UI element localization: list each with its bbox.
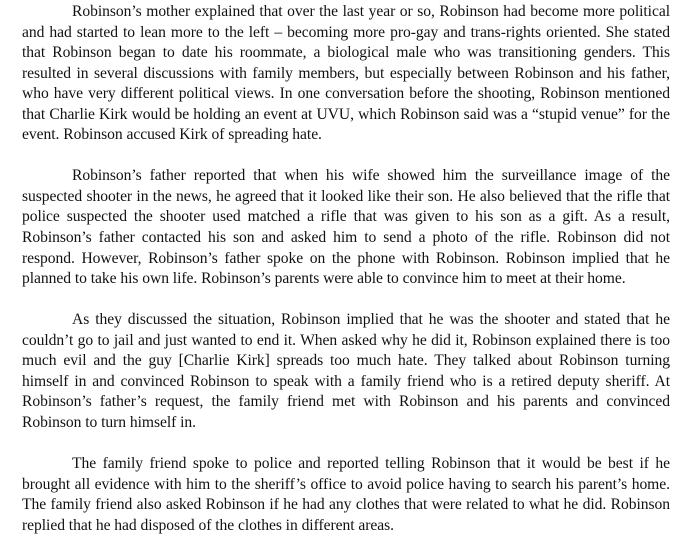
paragraph-discussion: As they discussed the situation, Robinson implied that he was the shooter and stated that he couldn’t go to jail and just wanted to end it. When asked why he did it, Robinson explained there is too much evil and the guy [Charlie Kirk] spreads too much hate. They talked about Robinson turning himself in and convinced Robinson to speak with a family friend who is a retired deputy sheriff. At Robinson’s father’s request, the family friend met with Robinson and his parents and convinced Robinson to turn himself in.: [22, 311, 670, 431]
paragraph-mother-statement: Robinson’s mother explained that over the last year or so, Robinson had become more political and had started to lean more to the left – becoming more pro-gay and trans-rights oriented. She stated that Robinson began to date his roommate, a biological male who was transitioning genders. This resulted in several discussions with family members, but especially between Robinson and his father, who have very different political views. In one conversation before the shooting, Robinson mentioned that Charlie Kirk would be holding an event at UVU, which Robinson said was a “stupid venue” for the event. Robinson accused Kirk of spreading hate.: [22, 3, 670, 144]
paragraph-family-friend: The family friend spoke to police and reported telling Robinson that it would be best if he brought all evidence with him to the sheriff’s office to avoid police having to search his parent’s home. The family friend also asked Robinson if he had any clothes that were related to what he did. Robinson replied that he had disposed of the clothes in different areas.: [22, 455, 670, 534]
paragraph-father-statement: Robinson’s father reported that when his wife showed him the surveillance image of the suspected shooter in the news, he agreed that it looked like their son. He also believed that the rifle that police suspected the shooter used matched a rifle that was given to his son as a gift. As a result, Robinson’s father contacted his son and asked him to send a photo of the rifle. Robinson did not respond. However, Robinson’s father spoke on the phone with Robinson. Robinson implied that he planned to take his own life. Robinson’s parents were able to convince him to meet at their home.: [22, 167, 670, 288]
